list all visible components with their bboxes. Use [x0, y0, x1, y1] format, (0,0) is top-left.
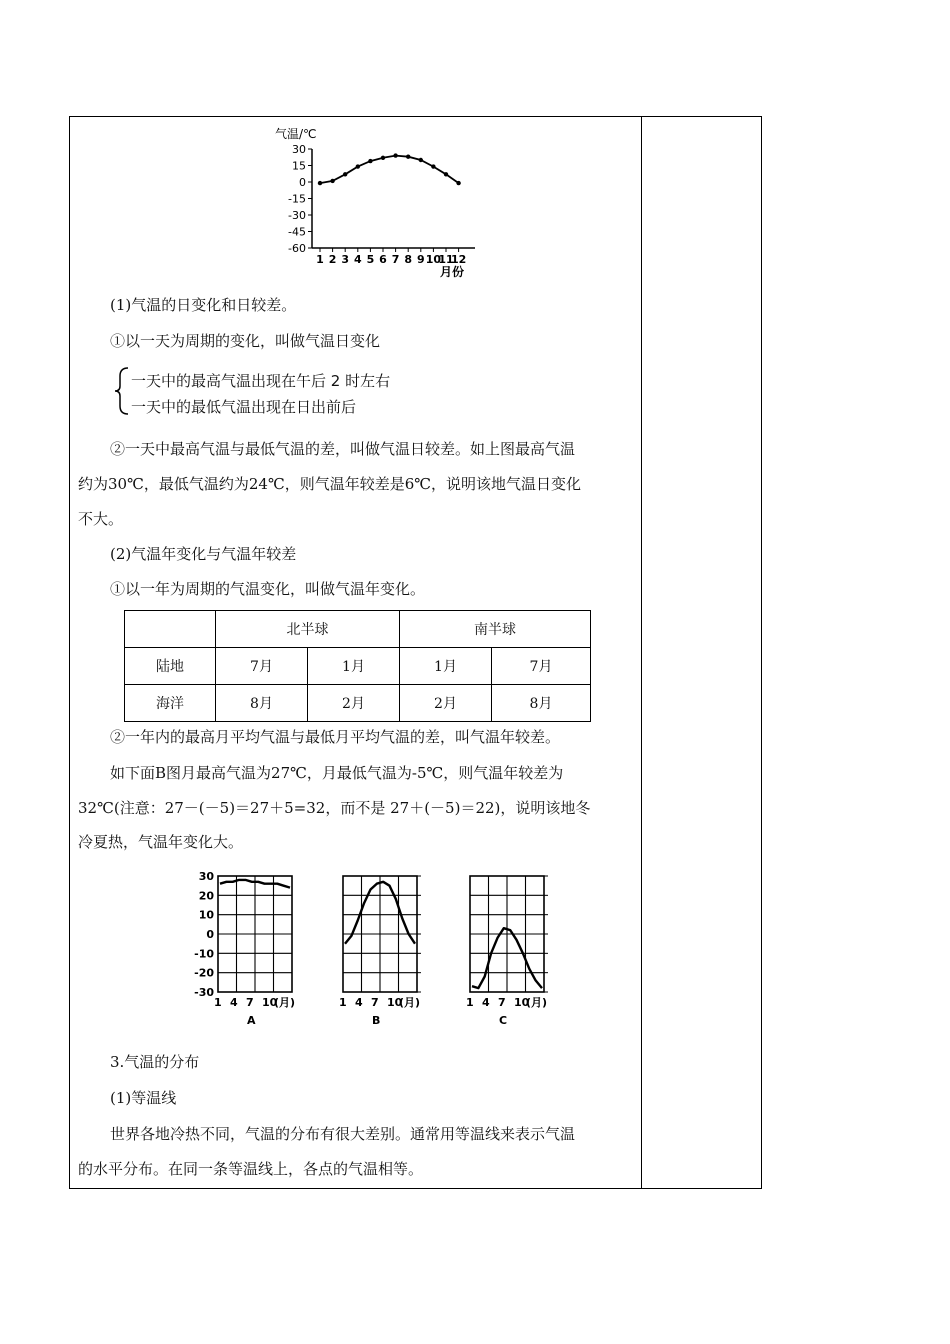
table-cell: [125, 611, 216, 648]
table-cell: 2月: [308, 685, 400, 722]
x-tick-label: 4: [230, 996, 238, 1009]
data-point: [419, 158, 423, 162]
chart-label: A: [247, 1014, 256, 1027]
x-tick-label: 8: [404, 253, 413, 266]
y-tick-label: -15: [288, 192, 306, 206]
table-cell: 陆地: [125, 648, 216, 685]
table-cell: 北半球: [216, 611, 400, 648]
x-axis-label: (月): [274, 996, 296, 1009]
x-tick-label: 4: [482, 996, 490, 1009]
table-cell: 8月: [492, 685, 591, 722]
y-tick-label: 20: [198, 889, 214, 903]
brace-icon: [114, 366, 132, 416]
y-axis-label: 气温/℃: [275, 127, 317, 141]
column-divider: [641, 116, 642, 1189]
x-tick-label: 7: [246, 996, 254, 1009]
y-tick-label: -45: [288, 225, 306, 239]
table-row: [125, 648, 591, 685]
x-tick-label: 6: [379, 253, 387, 266]
paragraph: (1)气温的日变化和日较差。: [110, 296, 297, 314]
chart-b: [339, 876, 421, 1027]
table-cell: 海洋: [125, 685, 216, 722]
x-tick-label: 9: [416, 253, 425, 266]
data-point: [318, 181, 322, 185]
brace-item: 一天中的最高气温出现在午后 2 时左右: [131, 372, 391, 390]
paragraph: ①以一年为周期的气温变化，叫做气温年变化。: [110, 580, 426, 598]
x-tick-label: 1: [316, 253, 324, 266]
paragraph: ②一年内的最高月平均气温与最低月平均气温的差，叫气温年较差。: [110, 728, 561, 746]
climate-charts-abc: [180, 866, 560, 1034]
chart-label: B: [372, 1014, 381, 1027]
paragraph: 世界各地冷热不同，气温的分布有很大差别。通常用等温线来表示气温: [110, 1125, 576, 1143]
table-cell: 南半球: [400, 611, 591, 648]
y-tick-label: -10: [194, 947, 214, 961]
chart-c: [466, 876, 548, 1027]
x-tick-label: 7: [498, 996, 506, 1009]
table-row: [125, 685, 591, 722]
table-cell: 1月: [308, 648, 400, 685]
x-tick-label: 12: [450, 253, 467, 266]
paragraph: (2)气温年变化与气温年较差: [110, 545, 297, 563]
data-point: [381, 156, 385, 160]
data-point: [368, 159, 372, 163]
x-tick-label: 10: [387, 996, 403, 1009]
y-tick-label: 10: [198, 908, 214, 922]
x-tick-label: 1: [339, 996, 347, 1009]
y-tick-label: 15: [292, 159, 306, 173]
data-point: [456, 181, 460, 185]
x-tick-label: 11: [438, 253, 454, 266]
series-line: [320, 156, 459, 184]
data-point: [393, 153, 397, 157]
x-tick-label: 10: [425, 253, 442, 266]
annual-temperature-chart: [270, 124, 480, 284]
x-axis-label: (月): [399, 996, 421, 1009]
data-point: [343, 172, 347, 176]
x-axis-label: 月份: [440, 265, 465, 279]
y-tick-label: -20: [194, 966, 214, 980]
brace-item: 一天中的最低气温出现在日出前后: [131, 398, 357, 416]
paragraph: ①以一天为周期的变化，叫做气温日变化: [110, 332, 381, 350]
paragraph: 3.气温的分布: [110, 1053, 200, 1071]
x-tick-label: 4: [353, 253, 362, 266]
x-tick-label: 3: [341, 253, 350, 266]
chart-a: [194, 870, 295, 1027]
x-axis-label: (月): [526, 996, 548, 1009]
x-tick-label: 1: [214, 996, 222, 1009]
y-tick-label: 0: [206, 928, 214, 941]
paragraph: 约为30℃，最低气温约为24℃，则气温年较差是6℃，说明该地气温日变化: [78, 475, 582, 493]
data-point: [444, 172, 448, 176]
x-tick-label: 7: [371, 996, 379, 1009]
data-point: [330, 179, 334, 183]
y-tick-label: -30: [288, 209, 306, 222]
x-tick-label: 10: [262, 996, 278, 1009]
paragraph: 如下面B图月最高气温为27℃，月最低气温为-5℃，则气温年较差为: [110, 764, 564, 782]
y-tick-label: -30: [194, 986, 214, 999]
paragraph: 的水平分布。在同一条等温线上，各点的气温相等。: [78, 1160, 424, 1178]
table-cell: 7月: [492, 648, 591, 685]
paragraph: 冷夏热，气温年变化大。: [78, 833, 244, 851]
data-point: [406, 155, 410, 159]
paragraph: 32℃(注意：27－(－5)＝27＋5=32，而不是 27＋(－5)＝22)，说明该地冬: [78, 799, 591, 817]
chart-label: C: [499, 1014, 508, 1027]
x-tick-label: 10: [514, 996, 530, 1009]
table-cell: 2月: [400, 685, 492, 722]
hemisphere-table: [124, 610, 591, 722]
x-tick-label: 5: [366, 253, 375, 266]
y-tick-label: 0: [299, 176, 306, 189]
table-row: [125, 611, 591, 648]
data-point: [431, 164, 435, 168]
paragraph: ②一天中最高气温与最低气温的差，叫做气温日较差。如上图最高气温: [110, 440, 576, 458]
x-tick-label: 1: [466, 996, 474, 1009]
table-cell: 7月: [216, 648, 308, 685]
x-tick-label: 4: [355, 996, 363, 1009]
data-point: [356, 164, 360, 168]
table-cell: 8月: [216, 685, 308, 722]
y-tick-label: 30: [198, 870, 214, 883]
x-tick-label: 2: [328, 253, 337, 266]
paragraph: (1)等温线: [110, 1089, 177, 1107]
y-tick-label: -60: [288, 242, 306, 255]
table-cell: 1月: [400, 648, 492, 685]
x-tick-label: 7: [391, 253, 400, 266]
paragraph: 不大。: [78, 510, 124, 528]
y-tick-label: 30: [292, 143, 306, 156]
